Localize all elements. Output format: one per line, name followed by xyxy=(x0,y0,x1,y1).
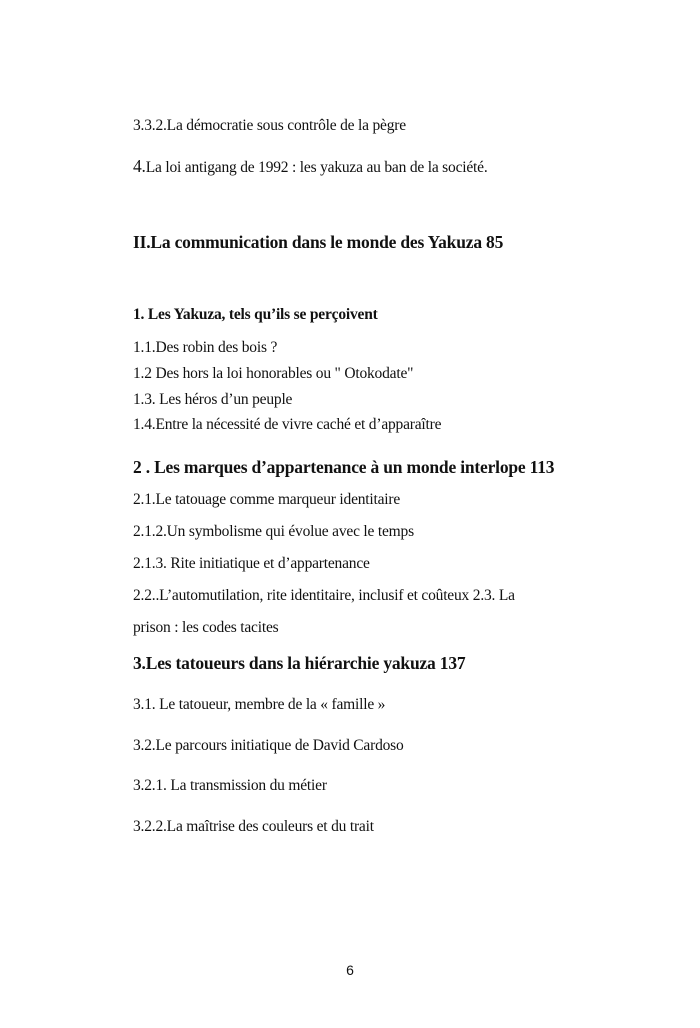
toc-entry-3-3-2: 3.3.2.La démocratie sous contrôle de la pègre xyxy=(133,117,406,134)
toc-entry-4-number: 4. xyxy=(133,156,146,176)
toc-entry-3-2: 3.2.Le parcours initiatique de David Cardoso xyxy=(133,737,404,754)
toc-entry-3-2-2: 3.2.2.La maîtrise des couleurs et du trait xyxy=(133,818,374,835)
toc-entry-3-2-1: 3.2.1. La transmission du métier xyxy=(133,777,327,794)
toc-entry-2-2-line2: prison : les codes tacites xyxy=(133,619,279,636)
toc-entry-2-2-line1: 2.2..L’automutilation, rite identitaire, inclusif et coûteux 2.3. La xyxy=(133,587,515,604)
toc-section-1-heading: 1. Les Yakuza, tels qu’ils se perçoivent xyxy=(133,306,378,323)
page-number: 6 xyxy=(346,962,354,978)
toc-entry-1-3: 1.3. Les héros d’un peuple xyxy=(133,391,293,408)
toc-part-II-heading: II.La communication dans le monde des Yakuza 85 xyxy=(133,232,504,252)
toc-entry-4-text: La loi antigang de 1992 : les yakuza au ban de la société. xyxy=(145,159,488,176)
toc-entry-1-2: 1.2 Des hors la loi honorables ou " Otokodate" xyxy=(133,365,414,382)
toc-entry-3-1: 3.1. Le tatoueur, membre de la « famille » xyxy=(133,696,386,713)
toc-entry-2-1-2: 2.1.2.Un symbolisme qui évolue avec le temps xyxy=(133,523,414,540)
toc-entry-4 xyxy=(133,156,488,178)
toc-section-2-heading: 2 . Les marques d’appartenance à un monde interlope 113 xyxy=(133,457,555,477)
toc-entry-1-4: 1.4.Entre la nécessité de vivre caché et d’apparaître xyxy=(133,416,442,433)
toc-entry-1-1: 1.1.Des robin des bois ? xyxy=(133,339,278,356)
toc-entry-2-1-3: 2.1.3. Rite initiatique et d’appartenance xyxy=(133,555,370,572)
toc-entry-2-1: 2.1.Le tatouage comme marqueur identitaire xyxy=(133,491,401,508)
toc-section-3-heading: 3.Les tatoueurs dans la hiérarchie yakuza 137 xyxy=(133,653,466,673)
